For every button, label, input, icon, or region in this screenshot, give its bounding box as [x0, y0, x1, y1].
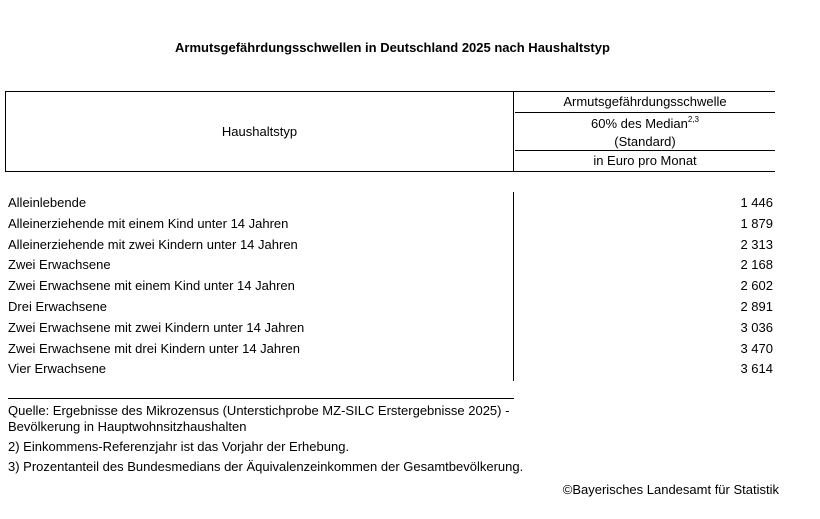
footnote-3: 3) Prozentanteil des Bundesmedians der Äquivalenzeinkommen der Gesamtbevölkerung. — [8, 459, 524, 474]
table-row — [8, 214, 773, 235]
row-value: 2 168 — [740, 257, 773, 273]
row-label: Zwei Erwachsene — [8, 257, 111, 273]
table-row — [8, 193, 773, 214]
source-note — [8, 403, 788, 435]
source-line: Quelle: Ergebnisse des Mikrozensus (Unterstichprobe MZ-SILC Erstergebnisse 2025) - — [8, 403, 510, 418]
row-value: 1 446 — [740, 195, 773, 210]
footnote-separator — [8, 398, 514, 399]
copyright: ©Bayerisches Landesamt für Statistik — [562, 482, 779, 497]
header-standard-label: (Standard) — [614, 134, 676, 149]
header-haushaltstyp: Haushaltstyp — [6, 92, 514, 171]
row-label: Vier Erwachsene — [8, 361, 107, 377]
header-divider — [515, 112, 775, 113]
table-row — [8, 318, 773, 339]
row-label: Zwei Erwachsene mit einem Kind unter 14 Jahren — [8, 278, 295, 294]
row-label: Alleinerziehende mit einem Kind unter 14 Jahren — [8, 215, 289, 231]
table-row — [8, 255, 773, 276]
row-label: Zwei Erwachsene mit drei Kindern unter 14 Jahren — [8, 340, 300, 356]
table-row — [8, 359, 773, 380]
row-value: 2 602 — [740, 278, 773, 294]
table-row — [8, 339, 773, 360]
row-label: Drei Erwachsene — [8, 298, 107, 314]
row-value: 1 879 — [740, 215, 773, 231]
table-row — [8, 235, 773, 256]
row-value: 3 036 — [740, 319, 773, 335]
footnote-2: 2) Einkommens-Referenzjahr ist das Vorjahr der Erhebung. — [8, 439, 350, 454]
source-line: Bevölkerung in Hauptwohnsitzhaushalten — [8, 419, 247, 434]
header-median-text: 60% des Median — [591, 116, 688, 131]
footnotes — [8, 403, 788, 478]
header-median-label — [515, 116, 775, 132]
header-threshold-group — [515, 92, 775, 171]
row-value: 2 891 — [740, 298, 773, 314]
row-value: 3 614 — [740, 361, 773, 377]
header-divider — [515, 150, 775, 151]
header-threshold-title: Armutsgefährdungsschwelle — [563, 94, 727, 109]
row-label: Zwei Erwachsene mit zwei Kindern unter 14 Jahren — [8, 319, 305, 335]
row-label: Alleinlebende — [8, 195, 87, 210]
header-unit-label: in Euro pro Monat — [593, 153, 697, 168]
table-body — [8, 193, 773, 380]
row-label: Alleinerziehende mit zwei Kindern unter 14 Jahren — [8, 236, 298, 252]
table-row — [8, 276, 773, 297]
header-median-footnote: 2,3 — [687, 115, 699, 124]
row-value: 3 470 — [740, 340, 773, 356]
table-header — [5, 91, 775, 172]
table-title: Armutsgefährdungsschwellen in Deutschland 2025 nach Haushaltstyp — [175, 40, 610, 55]
row-value: 2 313 — [740, 236, 773, 252]
table-row — [8, 297, 773, 318]
